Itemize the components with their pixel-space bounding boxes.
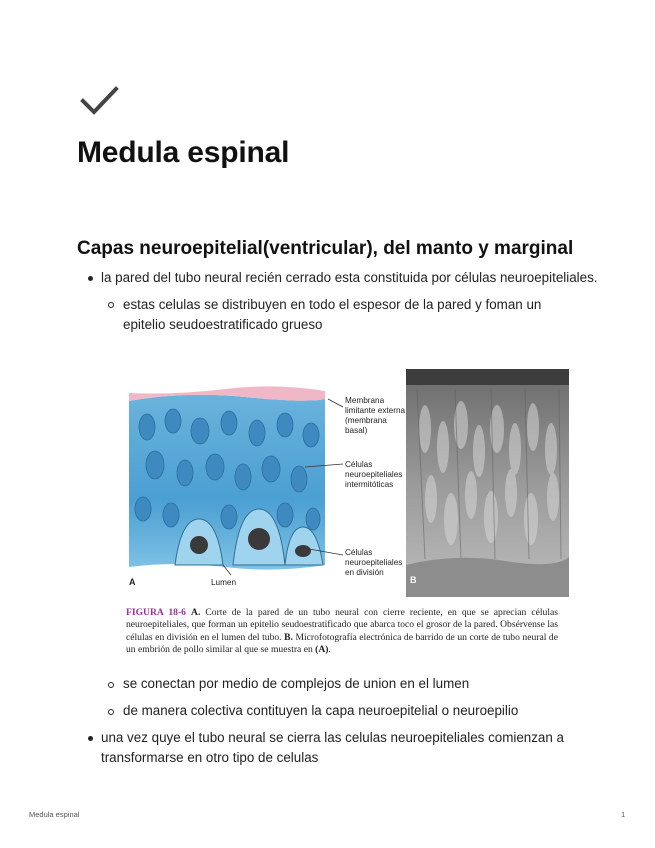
footer-title: Medula espinal: [29, 810, 80, 819]
bullet-dot-icon: [88, 736, 93, 741]
svg-text:basal): [345, 426, 368, 435]
footer-page-number: 1: [621, 810, 626, 819]
figure-caption: [126, 607, 558, 656]
label-membrane-1: Membrana: [345, 396, 385, 405]
label-dividing-3: en división: [345, 568, 384, 577]
svg-text:B: [410, 575, 417, 585]
label-panel-b: B: [410, 575, 417, 585]
bullet-item: una vez quye el tubo neural se cierra las celulas neuroepiteliales comienzan a transformarse en otro tipo de celulas: [101, 730, 564, 765]
svg-text:(membrana: [345, 416, 387, 425]
neural-tube-figure: [125, 369, 569, 597]
sub-bullet-item: se conectan por medio de complejos de union en el lumen: [123, 676, 470, 691]
svg-text:intermitóticas: [345, 480, 393, 489]
sub-bullet-circle-icon: [108, 682, 114, 688]
section-heading: Capas neuroepitelial(ventricular), del manto y marginal: [77, 238, 574, 259]
label-dividing-2: neuroepiteliales: [345, 558, 403, 567]
svg-text:A: [129, 577, 136, 587]
label-intermitotic-1: Células: [345, 460, 373, 469]
caption-figure-label: FIGURA 18-6: [126, 607, 186, 618]
label-membrane-4: basal): [345, 426, 368, 435]
label-dividing-1: Células: [345, 548, 373, 557]
sub-bullet-item: estas celulas se distribuyen en todo el espesor de la pared y foman un epitelio seudoestratificado grueso: [123, 297, 542, 332]
caption-a-marker: A.: [191, 607, 201, 618]
bullet-dot-icon: [88, 276, 93, 281]
caption-text-a: Corte de la pared de un tubo neural con cierre reciente, en que se aprecian células neuroepiteliales, que forman un epitelio seudoestratificado que abarca toco el grosor de la pared. Obsérvense las células en división en el lumen del tubo.: [126, 607, 558, 643]
caption-b-marker: B.: [284, 631, 293, 643]
caption-text-b: Microfotografía electrónica de barrido de un corte de tubo neural de un embrión de pollo similar al que se muestra en: [126, 631, 558, 655]
svg-text:Lumen: [211, 578, 236, 587]
label-membrane-3: (membrana: [345, 416, 387, 425]
svg-text:neuroepiteliales: [345, 470, 402, 479]
svg-text:limitante externa: [345, 406, 406, 415]
svg-text:Células: [345, 548, 372, 557]
svg-text:neuroepiteliales: [345, 558, 402, 567]
label-intermitotic-2: neuroepiteliales: [345, 470, 403, 479]
svg-text:Células: [345, 460, 372, 469]
svg-text:Membrana: [345, 396, 385, 405]
checkmark-icon: [80, 84, 120, 118]
page-title: Medula espinal: [77, 136, 290, 169]
label-membrane-2: limitante externa: [345, 406, 406, 415]
sub-bullet-circle-icon: [108, 709, 114, 715]
label-panel-a: A: [129, 577, 136, 587]
bullet-item: la pared del tubo neural recién cerrado esta constituida por células neuroepiteliales.: [101, 270, 598, 285]
caption-ref: (A): [315, 643, 329, 655]
label-lumen: Lumen: [211, 578, 237, 587]
caption-end: .: [328, 643, 331, 655]
svg-text:en división: [345, 568, 384, 577]
sub-bullet-circle-icon: [108, 302, 114, 308]
sub-bullet-item: de manera colectiva contituyen la capa neuroepitelial o neuroepilio: [123, 703, 519, 718]
label-intermitotic-3: intermitóticas: [345, 480, 394, 489]
